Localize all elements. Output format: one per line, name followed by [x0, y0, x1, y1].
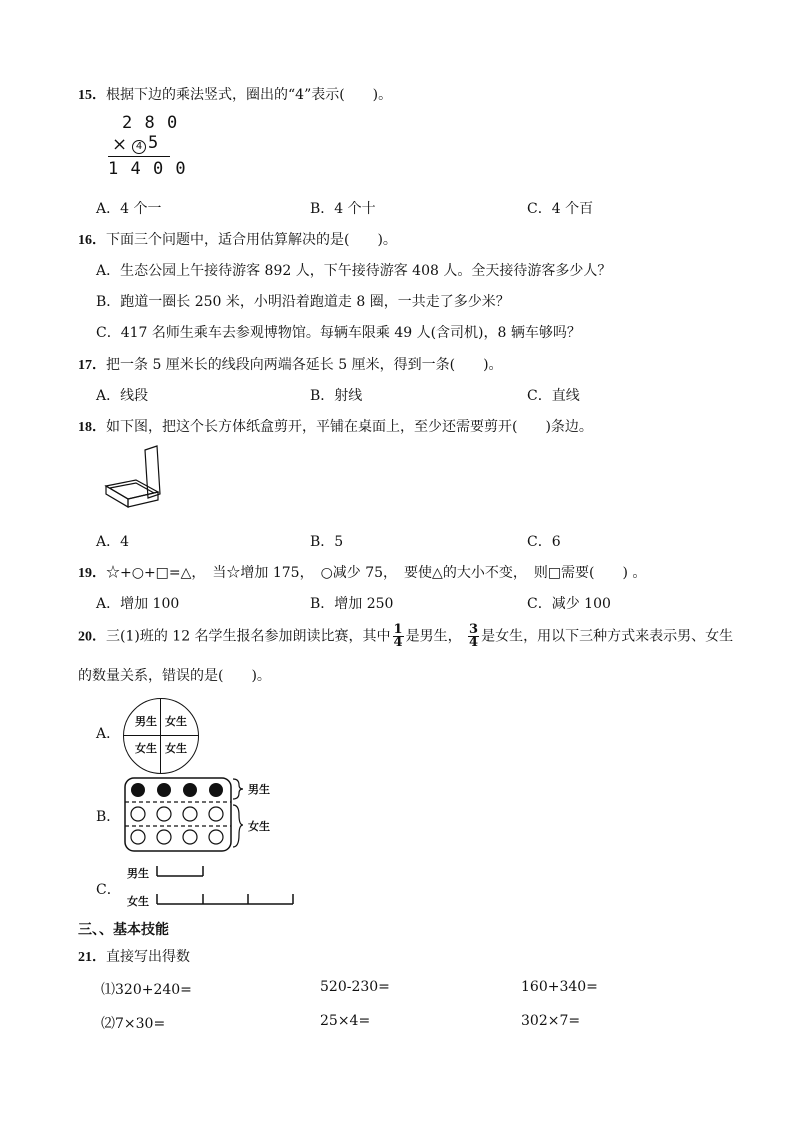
fraction2-numerator: 3: [469, 622, 479, 637]
q18-option-c: C．6: [527, 534, 561, 550]
q15-option-a: A．4 个一: [96, 201, 162, 217]
fraction1-numerator: 1: [393, 622, 403, 637]
calc-multiply-sign: ×: [112, 134, 128, 155]
section-3-title: 三、、基本技能: [78, 922, 169, 938]
circle-label-girl-1: 女生: [165, 715, 187, 728]
q18-option-a: A．4: [96, 534, 130, 550]
q18-option-b: B．5: [310, 534, 344, 550]
brace-label-girl: 女生: [248, 820, 270, 833]
calc-circled-digit: 4: [132, 140, 146, 154]
open-box-figure: [100, 442, 170, 512]
q21-number: 21: [78, 950, 92, 965]
q20-stem-line2: 的数量关系，错误的是( )。: [78, 668, 271, 684]
segment-label-boy: 男生: [127, 867, 149, 880]
q21-row1-item2: 520-230=: [320, 979, 390, 995]
circle-label-boy: 男生: [135, 715, 157, 728]
q16-option-b: B．跑道一圈长 250 米，小明沿着跑道走 8 圈，一共走了多少米？: [96, 294, 510, 310]
calc-result: 1 4 0 0: [108, 159, 187, 179]
q21-row2-item3: 302×7=: [521, 1013, 581, 1029]
calc-row2-rest: 5: [148, 133, 159, 153]
q18-stem: 18．如下图，把这个长方体纸盒剪开，平铺在桌面上，至少还需要剪开( )条边。: [78, 419, 593, 435]
fraction-three-quarters: [468, 624, 479, 649]
q20-text-a: 三(1)班的 12 名学生报名参加朗读比赛，其中: [106, 628, 391, 645]
pie-circle-figure: [123, 698, 199, 774]
q17-option-a: A．线段: [96, 388, 149, 404]
q20-stem: 20．三(1)班的 12 名学生报名参加朗读比赛，其中 $\frac{1}{4}$ 是男生， $\frac{3}{4}$ 是女生，用以下三种方式来表示男、女生: [78, 622, 734, 650]
q16-option-a: A．生态公园上午接待游客 892 人，下午接待游客 408 人。全天接待游客多少人？: [96, 263, 612, 279]
q16-option-c: C．417 名师生乘车去参观博物馆。每辆车限乘 49 人(含司机)，8 辆车够吗？: [96, 325, 581, 341]
q19-option-c: C．减少 100: [527, 596, 611, 612]
q21-row1-item1: ⑴320+240=: [101, 982, 192, 998]
circle-label-girl-2: 女生: [135, 742, 157, 755]
q18-text: 如下图，把这个长方体纸盒剪开，平铺在桌面上，至少还需要剪开( )条边。: [106, 419, 593, 435]
q21-stem: 21．直接写出得数: [78, 949, 190, 965]
q15-text: 根据下边的乘法竖式，圈出的“4”表示( )。: [106, 87, 393, 103]
q17-number: 17: [78, 358, 92, 373]
q21-row2-item1: ⑵7×30=: [101, 1016, 166, 1032]
brace-label-boy: 男生: [248, 783, 270, 796]
q17-option-c: C．直线: [527, 388, 580, 404]
q15-vertical-calc: [108, 113, 187, 183]
q21-row1-item3: 160+340=: [521, 979, 598, 995]
q16-number: 16: [78, 233, 92, 248]
circle-label-girl-3: 女生: [165, 742, 187, 755]
q17-text: 把一条 5 厘米长的线段向两端各延长 5 厘米，得到一条( )。: [106, 357, 503, 373]
q19-option-b: B．增加 250: [310, 596, 394, 612]
q19-stem: 19．☆+○+□=△， 当☆增加 175， ○减少 75， 要使△的大小不变， 则□需要( ) 。: [78, 565, 647, 581]
calc-row1: 2 8 0: [122, 113, 179, 133]
q20-text-c: 是女生，用以下三种方式来表示男、女生: [481, 628, 734, 645]
q20-option-c-label: C．: [96, 882, 121, 898]
segment-figure: [155, 862, 300, 912]
q15-number: 15: [78, 88, 92, 103]
q16-stem: 16．下面三个问题中，适合用估算解决的是( )。: [78, 232, 397, 248]
q20-number: 20: [78, 629, 92, 645]
q18-number: 18: [78, 420, 92, 435]
circle-v-divider: [160, 699, 161, 773]
calc-line: [108, 156, 170, 157]
q15-option-c: C．4 个百: [527, 201, 594, 217]
fraction-one-quarter: [393, 624, 404, 649]
q17-stem: 17．把一条 5 厘米长的线段向两端各延长 5 厘米，得到一条( )。: [78, 357, 503, 373]
q21-text: 直接写出得数: [106, 949, 190, 965]
q15-option-b: B．4 个十: [310, 201, 376, 217]
fraction1-denominator: 4: [393, 635, 403, 650]
q20-text-b: 是男生，: [405, 628, 462, 645]
q20-option-b-label: B．: [96, 809, 121, 825]
q17-option-b: B．射线: [310, 388, 363, 404]
q20-option-a-label: A．: [96, 726, 121, 742]
q19-number: 19: [78, 566, 92, 581]
q16-text: 下面三个问题中，适合用估算解决的是( )。: [106, 232, 397, 248]
segment-label-girl: 女生: [127, 895, 149, 908]
q21-row2-item2: 25×4=: [320, 1013, 371, 1029]
fraction2-denominator: 4: [469, 635, 479, 650]
circle-h-divider: [124, 735, 198, 736]
q19-text: ☆+○+□=△， 当☆增加 175， ○减少 75， 要使△的大小不变， 则□需要( ) 。: [106, 565, 647, 581]
q19-option-a: A．增加 100: [96, 596, 180, 612]
q15-stem: 15．根据下边的乘法竖式，圈出的“4”表示( )。: [78, 87, 393, 103]
